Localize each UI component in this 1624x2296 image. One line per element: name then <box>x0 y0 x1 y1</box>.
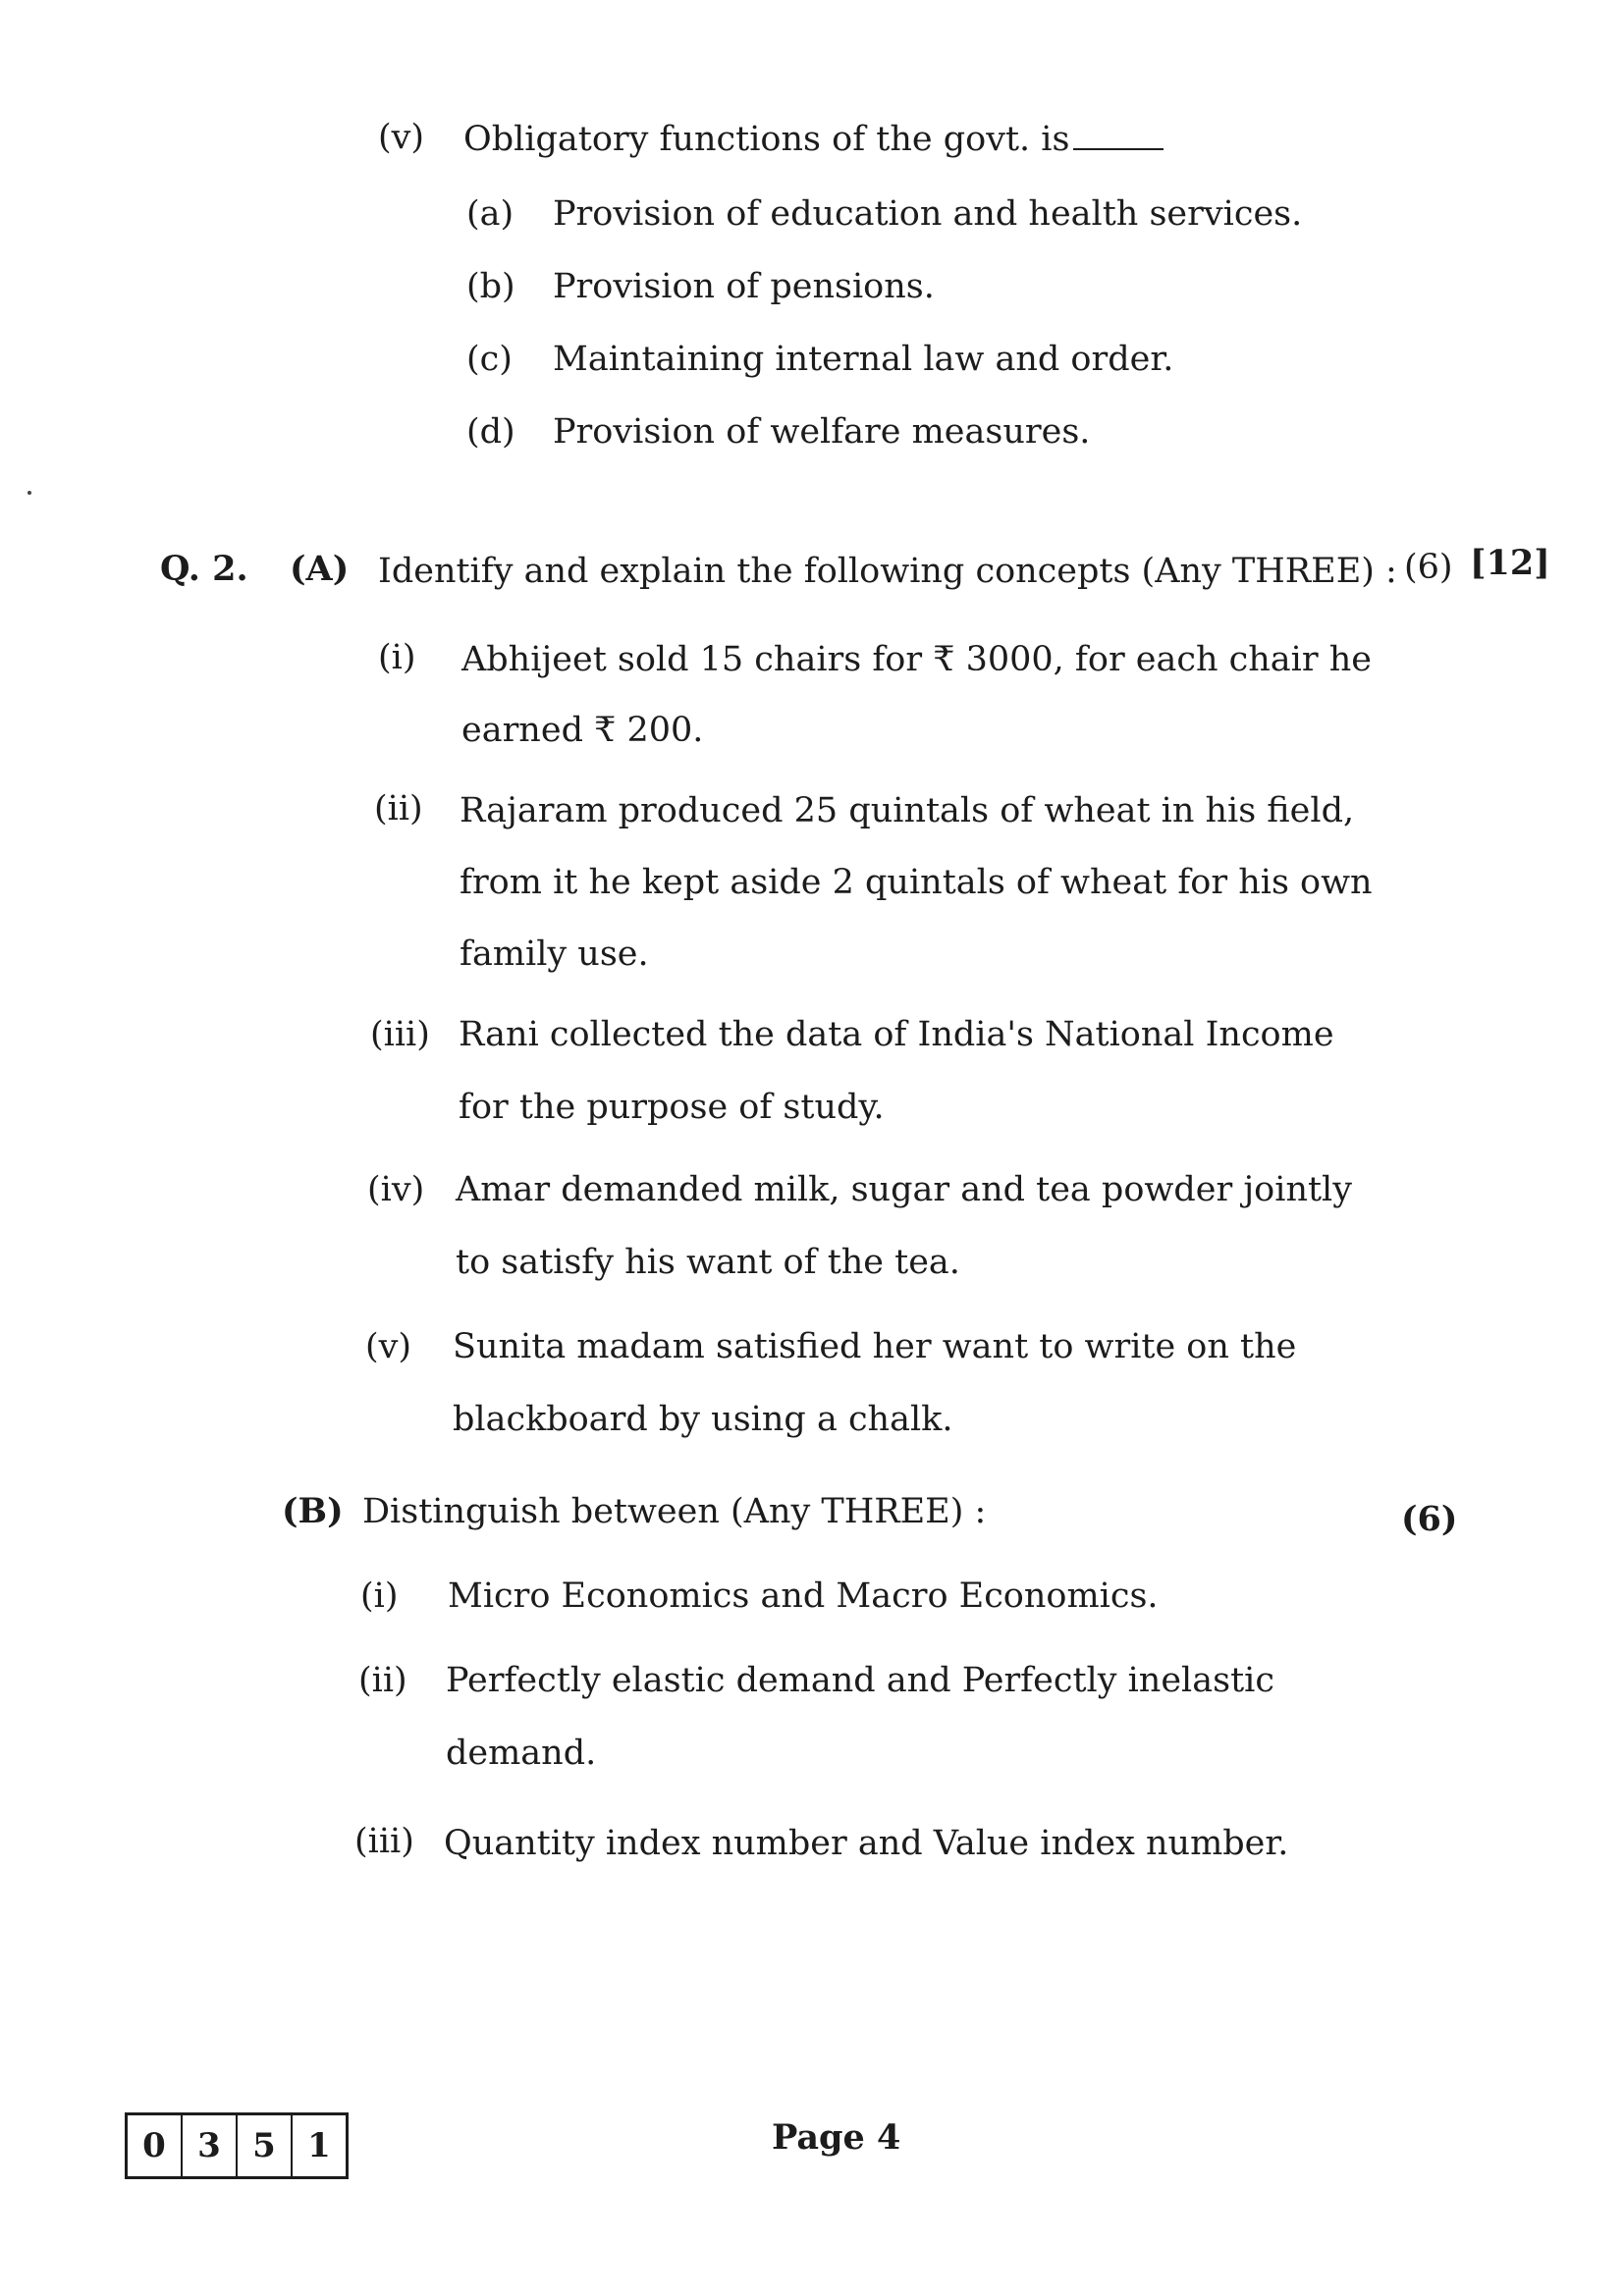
q2a-item-1-line-2: earned ₹ 200. <box>461 711 704 750</box>
q2-number: Q. 2. <box>160 549 248 589</box>
q2a-item-2-line-2: from it he kept aside 2 quintals of wheat for his own <box>460 863 1373 902</box>
q2a-item-4-label: (iv) <box>367 1170 425 1209</box>
q2a-item-2-line-3: family use. <box>460 934 649 974</box>
q2a-item-1-label: (i) <box>378 638 416 677</box>
q2a-item-3-line-2: for the purpose of study. <box>459 1088 885 1127</box>
q1v-option-d-text: Provision of welfare measures. <box>553 412 1091 452</box>
q2a-item-5-line-2: blackboard by using a chalk. <box>453 1400 953 1439</box>
q2b-item-3-line-1: Quantity index number and Value index number. <box>444 1824 1289 1863</box>
q2b-marks: (6) <box>1401 1499 1458 1539</box>
paper-code-digit: 0 <box>128 2115 183 2176</box>
q2b-item-2-label: (ii) <box>358 1661 407 1700</box>
paper-code-digit: 3 <box>183 2115 238 2176</box>
scan-speck <box>27 491 31 495</box>
q1v-option-a-label: (a) <box>466 194 514 234</box>
q2a-item-2-line-1: Rajaram produced 25 quintals of wheat in his field, <box>460 791 1355 830</box>
q2b-instruction: Distinguish between (Any THREE) : <box>362 1492 987 1531</box>
q2a-item-5-line-1: Sunita madam satisfied her want to write on the <box>453 1327 1297 1366</box>
q2a-item-2-label: (ii) <box>374 789 423 828</box>
paper-code-digit: 1 <box>307 2126 331 2165</box>
q2b-item-3-label: (iii) <box>354 1822 414 1861</box>
q1v-label: (v) <box>378 118 425 157</box>
q2a-item-5-label: (v) <box>365 1327 412 1366</box>
q1v-option-d-label: (d) <box>466 412 515 452</box>
q2a-label: (A) <box>290 549 350 589</box>
q2b-item-2-line-1: Perfectly elastic demand and Perfectly inelastic <box>446 1661 1274 1700</box>
q1v-option-c-text: Maintaining internal law and order. <box>553 340 1174 379</box>
q2b-label: (B) <box>282 1491 344 1531</box>
paper-code-box <box>125 2112 349 2179</box>
q2a-item-4-line-1: Amar demanded milk, sugar and tea powder jointly <box>456 1170 1353 1209</box>
q2a-item-3-line-1: Rani collected the data of India's National Income <box>459 1015 1334 1054</box>
q2a-marks: (6) <box>1404 548 1453 587</box>
q2a-item-1-line-1: Abhijeet sold 15 chairs for ₹ 3000, for each chair he <box>461 640 1372 679</box>
q1v-option-a-text: Provision of education and health services. <box>553 194 1303 234</box>
q2b-item-2-line-2: demand. <box>446 1734 597 1773</box>
q2a-item-3-label: (iii) <box>370 1015 430 1054</box>
q1v-option-b-text: Provision of pensions. <box>553 267 935 306</box>
q2a-instruction: Identify and explain the following concepts (Any THREE) : <box>378 552 1397 591</box>
q1v-question <box>463 118 1164 161</box>
q2a-item-4-line-2: to satisfy his want of the tea. <box>456 1243 960 1282</box>
page-number: Page 4 <box>772 2117 901 2158</box>
answer-blank <box>1073 121 1164 150</box>
q2b-item-1-line-1: Micro Economics and Macro Economics. <box>448 1576 1159 1616</box>
q1v-question-text: Obligatory functions of the govt. is <box>463 120 1070 159</box>
q1v-option-c-label: (c) <box>466 340 513 379</box>
q2b-item-1-label: (i) <box>360 1576 399 1616</box>
q2-total-marks: [12] <box>1470 543 1550 583</box>
paper-code-digit: 5 <box>238 2115 293 2176</box>
q1v-option-b-label: (b) <box>466 267 515 306</box>
